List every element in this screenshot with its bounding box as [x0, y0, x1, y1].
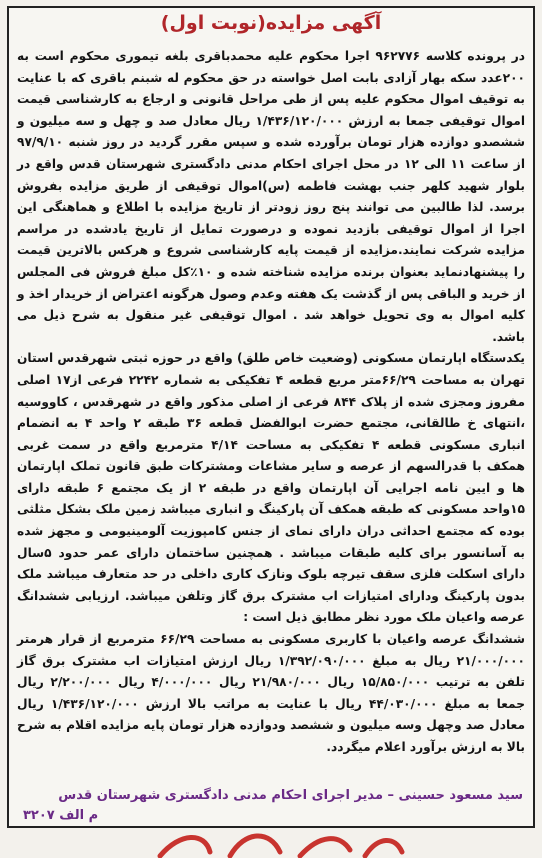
red-scribble-mark — [150, 822, 410, 858]
notice-title: آگهی مزایده(نوبت اول) — [160, 12, 382, 34]
notice-paragraph-property: یکدستگاه اپارتمان مسکونی (وضعیت خاص طلق) واقع در حوزه ثبتی شهرقدس استان تهران به مساحت ۶۶/۲۹متر مربع قطعه ۴ تفکیکی به شماره ۲۲۴۲ فرعی از۱۷ اصلی مفروز ومجزی شده از پلاک ۸۴۴ فرعی از اصلی مذکور واقع در شهرقدس ، کاووسیه ،انتهای خ طالقانی، مجتمع حضرت ابوالفضل قطعه ۳۶ طبقه ۲ واحد ۴ به انضمام انباری مسکونی قطعه ۴ تفکیکی به مساحت ۴/۱۴ مترمربع واقع در سمت غربی همکف با قدرالسهم از عرصه و سایر مشاعات ومشترکات طبق قانون تملک اپارتمان ها و ایین نامه اجرایی آن اپارتمان واقع در طبقه ۲ از یک مجتمع ۶ طبقه دارای ۱۵واحد مسکونی که طبقه همکف آن پارکینگ و انباری میباشد زمین ملک بشکل مثلثی بوده که مجتمع احداثی دران دارای نمای از جنس کامپوزیت آلومینیومی و مجهز شده به آسانسور برای کلیه طبقات میباشد . همچنین ساختمان دارای عمر حدود ۵سال دارای اسکلت فلزی سقف تیرچه بلوک ونازک کاری داخلی در حد متعارف میباشد ملک بدون پارکینگ ودارای امتیازات اب مشترک برق گاز وتلفن میباشد. ارزیابی ششدانگ عرصه واعیان ملک مورد نظر مطابق ذیل است : — [17, 351, 526, 625]
notice-paragraph-case: در پرونده کلاسه ۹۶۲۷۷۶ اجرا محکوم علیه محمدباقری بلغه تیموری محکوم است به ۲۰۰عدد سکه بهار آزادی بابت اصل خواسته در حق محکوم له شبنم باقری که با عنایت به توقیف اموال محکوم علیه پس از طی مراحل قانونی و ارجاع به کارشناسی قیمت اموال توقیفی جمعا به ارزش ۱/۴۳۶/۱۲۰/۰۰۰ ریال معادل صد و چهل و سه میلیون و ششصدو دوازده هزار تومان برآورده شده و سپس مقرر گردید در روز شنبه ۹۷/۹/۱۰ از ساعت ۱۱ الی ۱۲ در محل اجرای احکام مدنی دادگستری شهرستان قدس واقع در بلوار شهید کلهر جنب بهشت فاطمه (س)اموال توقیفی از طریق مزایده بفروش برسد. لذا طالبین می توانند پنج روز زودتر از تاریخ مزایده با اطلاع و هماهنگی این اجرا از اموال توقیفی بازدید نموده و درصورت تمایل از تاریخ یادشده در مراسم مزایده شرکت نمایند.مزایده از قیمت پایه کارشناسی شروع و هرکس بالاترین قیمت را پیشنهادنماید بعنوان برنده مزایده شناخته شده و ۱۰٪کل مبلغ فروش فی المجلس از خرید و الباقی پس از گذشت یک هفته وعدم وصول هرگونه اعتراض از خریدار اخذ و کلیه اموال به وی تحویل خواهد شد . اموال توقیفی غیر منقول به شرح ذیل می باشد. — [17, 49, 526, 344]
notice-paragraph-valuation: ششدانگ عرصه واعیان با کاربری مسکونی به مساحت ۶۶/۲۹ مترمربع از قرار هرمتر ۲۱/۰۰۰/۰۰۰ ریال به مبلغ ۱/۳۹۲/۰۹۰/۰۰۰ ریال ارزش امتیازات اب مشترک برق گاز تلفن به ترتیب ۱۵/۸۵۰/۰۰۰ ریال ۲۱/۹۸۰/۰۰۰ ریال ۴/۰۰۰/۰۰۰ ریال ۲/۲۰۰/۰۰۰ ریال جمعا به مبلغ ۴۴/۰۳۰/۰۰۰ ریال با عنایت به مراتب بالا ارزش ۱/۴۳۶/۱۲۰/۰۰۰ ریال معادل صد وچهل وسه میلیون و ششصد ودوازده هزار تومان پایه مزایده اقلام به شرح بالا به ارزش برآورد اعلام میگردد. — [17, 632, 525, 754]
notice-body — [17, 46, 525, 759]
auction-notice — [7, 6, 535, 828]
notice-signature: سید مسعود حسینی – مدیر اجرای احکام مدنی دادگستری شهرستان قدس — [58, 788, 523, 803]
notice-code: م الف ۳۲۰۷ — [23, 808, 99, 823]
